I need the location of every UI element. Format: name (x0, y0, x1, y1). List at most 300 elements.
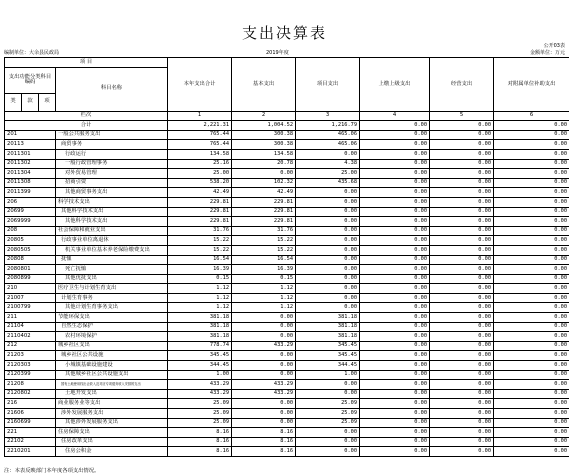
amount-cell: 345.45 (296, 341, 360, 351)
table-row (5, 313, 569, 323)
amount-cell: 0.00 (430, 274, 494, 284)
amount-cell: 0.00 (430, 159, 494, 169)
total-row (5, 121, 569, 131)
amount-cell: 0.00 (360, 284, 430, 294)
header-col-upper: 上缴上级支出 (360, 58, 430, 112)
amount-cell: 0.00 (360, 341, 430, 351)
amount-cell: 381.18 (168, 322, 232, 332)
amount-cell: 0.00 (360, 207, 430, 217)
amount-cell: 765.44 (168, 130, 232, 140)
amount-cell: 433.29 (232, 380, 296, 390)
amount-cell: 0.00 (430, 245, 494, 255)
table-row (5, 322, 569, 332)
col-number: 5 (430, 111, 494, 121)
amount-cell: 0.00 (296, 255, 360, 265)
subject-name: 节能环保支出 (56, 313, 168, 323)
subject-name: 土地开发支出 (56, 389, 168, 399)
amount-cell: 229.81 (168, 217, 232, 227)
subject-code: 206 (5, 197, 56, 207)
amount-cell: 0.15 (232, 274, 296, 284)
subject-code: 2080899 (5, 274, 56, 284)
amount-cell: 25.09 (296, 418, 360, 428)
table-row (5, 447, 569, 457)
total-value: 0.00 (430, 121, 494, 131)
subject-code: 2011308 (5, 178, 56, 188)
amount-cell: 0.00 (360, 332, 430, 342)
table-row (5, 217, 569, 227)
subject-code: 2120303 (5, 361, 56, 371)
amount-cell: 0.00 (430, 149, 494, 159)
amount-cell: 0.00 (296, 274, 360, 284)
subject-code: 21208 (5, 380, 56, 390)
subject-name: 涉外发展服务支出 (56, 409, 168, 419)
subject-code: 20808 (5, 255, 56, 265)
amount-cell: 0.00 (494, 207, 569, 217)
amount-cell: 0.00 (360, 409, 430, 419)
header-item: 项 目 (5, 58, 168, 68)
table-row (5, 130, 569, 140)
amount-cell: 381.18 (168, 332, 232, 342)
amount-cell: 25.09 (296, 399, 360, 409)
table-row (5, 380, 569, 390)
amount-cell: 0.00 (360, 140, 430, 150)
amount-cell: 0.00 (360, 428, 430, 438)
amount-cell: 0.00 (430, 303, 494, 313)
subject-name: 其他计划生育事务支出 (56, 303, 168, 313)
amount-cell: 134.58 (232, 149, 296, 159)
subject-name: 农村环境保护 (56, 332, 168, 342)
table-row (5, 437, 569, 447)
amount-cell: 0.00 (430, 351, 494, 361)
table-row (5, 389, 569, 399)
amount-cell: 0.00 (494, 217, 569, 227)
amount-cell: 381.18 (296, 332, 360, 342)
amount-cell: 0.00 (296, 293, 360, 303)
amount-cell: 0.00 (430, 341, 494, 351)
subject-code: 2011301 (5, 149, 56, 159)
amount-cell: 0.00 (360, 197, 430, 207)
amount-cell: 0.00 (430, 313, 494, 323)
amount-cell: 0.00 (296, 303, 360, 313)
meta-line (4, 49, 565, 57)
amount-cell: 229.81 (168, 207, 232, 217)
amount-cell: 0.00 (360, 322, 430, 332)
amount-cell: 0.00 (360, 178, 430, 188)
amount-cell: 0.00 (296, 226, 360, 236)
subject-name: 其他城乡社区公共设施支出 (56, 370, 168, 380)
amount-cell: 0.00 (296, 188, 360, 198)
subject-code: 20113 (5, 140, 56, 150)
amount-cell: 345.45 (296, 351, 360, 361)
amount-cell: 1.00 (296, 370, 360, 380)
amount-cell: 0.00 (430, 217, 494, 227)
amount-cell: 465.06 (296, 140, 360, 150)
subject-code: 2120399 (5, 370, 56, 380)
subject-code: 2069999 (5, 217, 56, 227)
amount-cell: 778.74 (168, 341, 232, 351)
amount-cell: 0.00 (494, 341, 569, 351)
expenditure-table (4, 57, 569, 457)
subject-code: 2110402 (5, 332, 56, 342)
amount-cell: 0.00 (494, 149, 569, 159)
amount-cell: 0.00 (232, 418, 296, 428)
amount-cell: 0.00 (296, 245, 360, 255)
total-value: 1,004.52 (232, 121, 296, 131)
subject-name: 对外贸易管理 (56, 169, 168, 179)
subject-code: 2080801 (5, 265, 56, 275)
amount-cell: 0.00 (494, 389, 569, 399)
amount-cell: 0.00 (430, 178, 494, 188)
amount-cell: 0.00 (430, 418, 494, 428)
header-kuan: 款 (22, 93, 39, 111)
amount-cell: 0.00 (494, 255, 569, 265)
amount-cell: 435.68 (296, 178, 360, 188)
subject-name: 行政运行 (56, 149, 168, 159)
amount-cell: 0.00 (360, 226, 430, 236)
amount-cell: 0.00 (360, 255, 430, 265)
amount-cell: 0.00 (494, 197, 569, 207)
amount-cell: 433.29 (232, 389, 296, 399)
amount-cell: 0.00 (360, 217, 430, 227)
col-number: 4 (360, 111, 430, 121)
header-lei: 类 (5, 93, 22, 111)
subject-code: 210 (5, 284, 56, 294)
amount-cell: 0.00 (296, 380, 360, 390)
table-row (5, 399, 569, 409)
header-col-total: 本年支出合计 (168, 58, 232, 112)
col-number: 3 (296, 111, 360, 121)
header-col-business: 经营支出 (430, 58, 494, 112)
table-row (5, 409, 569, 419)
amount-cell: 25.09 (168, 409, 232, 419)
subject-code: 21104 (5, 322, 56, 332)
amount-cell: 0.00 (494, 274, 569, 284)
table-row (5, 178, 569, 188)
table-row (5, 370, 569, 380)
subject-code: 221 (5, 428, 56, 438)
header-col-project: 项目支出 (296, 58, 360, 112)
table-row (5, 255, 569, 265)
subject-code: 201 (5, 130, 56, 140)
subject-code: 2011399 (5, 188, 56, 198)
amount-cell: 0.00 (360, 361, 430, 371)
amount-cell: 0.00 (430, 409, 494, 419)
amount-cell: 1.12 (168, 293, 232, 303)
amount-cell: 0.00 (360, 313, 430, 323)
amount-cell: 20.78 (232, 159, 296, 169)
amount-cell: 0.00 (430, 380, 494, 390)
amount-cell: 0.00 (232, 169, 296, 179)
col-number: 6 (494, 111, 569, 121)
amount-cell: 0.00 (430, 169, 494, 179)
subject-name: 城乡社区支出 (56, 341, 168, 351)
amount-cell: 0.00 (430, 130, 494, 140)
subject-name: 住房保障支出 (56, 428, 168, 438)
amount-cell: 344.45 (168, 361, 232, 371)
table-row (5, 274, 569, 284)
amount-cell: 229.81 (168, 197, 232, 207)
amount-cell: 42.49 (232, 188, 296, 198)
amount-cell: 0.00 (430, 265, 494, 275)
amount-cell: 433.29 (168, 389, 232, 399)
amount-cell: 0.00 (360, 265, 430, 275)
amount-cell: 0.00 (494, 409, 569, 419)
amount-cell: 0.00 (360, 418, 430, 428)
amount-cell: 0.00 (494, 428, 569, 438)
amount-cell: 0.00 (494, 130, 569, 140)
table-row (5, 149, 569, 159)
amount-cell: 25.09 (296, 409, 360, 419)
amount-cell: 0.00 (360, 245, 430, 255)
header-func-class: 支出功能分类科目编码 (5, 67, 56, 93)
amount-cell: 0.00 (360, 380, 430, 390)
amount-cell: 229.81 (232, 207, 296, 217)
amount-cell: 1.12 (232, 293, 296, 303)
form-code: 公开03表 (543, 43, 565, 49)
subject-name: 科学技术支出 (56, 197, 168, 207)
amount-cell: 0.00 (494, 418, 569, 428)
amount-cell: 0.00 (430, 361, 494, 371)
amount-cell: 16.39 (232, 265, 296, 275)
amount-cell: 31.76 (168, 226, 232, 236)
subject-name: 行政事业单位离退休 (56, 236, 168, 246)
subject-code: 2120802 (5, 389, 56, 399)
amount-cell: 765.44 (168, 140, 232, 150)
subject-name: 其他涉外发展服务支出 (56, 418, 168, 428)
amount-cell: 25.09 (168, 399, 232, 409)
amount-cell: 0.00 (296, 389, 360, 399)
subject-code: 21007 (5, 293, 56, 303)
amount-cell: 0.00 (296, 265, 360, 275)
amount-cell: 0.00 (360, 159, 430, 169)
amount-cell: 4.38 (296, 159, 360, 169)
amount-cell: 0.00 (494, 322, 569, 332)
amount-cell: 1.00 (168, 370, 232, 380)
subject-name: 其他优抚支出 (56, 274, 168, 284)
subject-code: 216 (5, 399, 56, 409)
amount-cell: 0.00 (232, 332, 296, 342)
total-label: 合计 (5, 121, 168, 131)
subject-name: 招商引资 (56, 178, 168, 188)
amount-cell: 0.00 (430, 332, 494, 342)
amount-cell: 134.58 (168, 149, 232, 159)
amount-cell: 0.00 (494, 159, 569, 169)
subject-name: 商业服务业等支出 (56, 399, 168, 409)
amount-cell: 8.16 (232, 437, 296, 447)
subject-code: 212 (5, 341, 56, 351)
amount-cell: 42.49 (168, 188, 232, 198)
money-unit: 金额单位：万元 (529, 50, 565, 56)
amount-cell: 345.45 (168, 351, 232, 361)
amount-cell: 0.00 (430, 389, 494, 399)
table-row (5, 265, 569, 275)
table-row (5, 140, 569, 150)
amount-cell: 0.00 (360, 399, 430, 409)
amount-cell: 0.00 (296, 236, 360, 246)
amount-cell: 8.16 (232, 447, 296, 457)
amount-cell: 229.81 (232, 217, 296, 227)
subject-code: 20805 (5, 236, 56, 246)
amount-cell: 0.15 (168, 274, 232, 284)
total-value: 0.00 (360, 121, 430, 131)
amount-cell: 0.00 (494, 226, 569, 236)
amount-cell: 0.00 (232, 322, 296, 332)
subject-name: 小城镇基础设施建设 (56, 361, 168, 371)
subject-code: 208 (5, 226, 56, 236)
table-row (5, 293, 569, 303)
subject-name: 城乡社区公共设施 (56, 351, 168, 361)
amount-cell: 0.00 (296, 447, 360, 457)
amount-cell: 0.00 (430, 370, 494, 380)
subject-name: 自然生态保护 (56, 322, 168, 332)
amount-cell: 0.00 (232, 351, 296, 361)
amount-cell: 1.12 (168, 303, 232, 313)
subject-code: 2011302 (5, 159, 56, 169)
table-row (5, 428, 569, 438)
amount-cell: 0.00 (360, 169, 430, 179)
amount-cell: 0.00 (494, 332, 569, 342)
amount-cell: 1.12 (232, 303, 296, 313)
amount-cell: 300.38 (232, 130, 296, 140)
table-row (5, 284, 569, 294)
amount-cell: 16.54 (168, 255, 232, 265)
amount-cell: 0.00 (430, 188, 494, 198)
amount-cell: 1.12 (232, 284, 296, 294)
amount-cell: 0.00 (494, 284, 569, 294)
fiscal-year: 2019年度 (266, 50, 289, 56)
amount-cell: 0.00 (232, 361, 296, 371)
footnote: 注：本表反映部门本年度各项支出情况。 (4, 468, 100, 474)
subject-name: 一般公共服务支出 (56, 130, 168, 140)
amount-cell: 8.16 (168, 428, 232, 438)
total-value: 2,221.31 (168, 121, 232, 131)
table-row (5, 341, 569, 351)
table-row (5, 332, 569, 342)
amount-cell: 381.18 (296, 322, 360, 332)
amount-cell: 0.00 (430, 399, 494, 409)
amount-cell: 0.00 (430, 140, 494, 150)
table-row (5, 188, 569, 198)
amount-cell: 0.00 (430, 447, 494, 457)
amount-cell: 16.39 (168, 265, 232, 275)
amount-cell: 0.00 (430, 197, 494, 207)
subject-code: 2100799 (5, 303, 56, 313)
table-row (5, 361, 569, 371)
subject-name: 国有土地使用权出让收入及对应专项债务收入安排的支出 (56, 380, 168, 390)
amount-cell: 0.00 (494, 437, 569, 447)
subject-code: 2160699 (5, 418, 56, 428)
row-label: 栏次 (5, 111, 168, 121)
amount-cell: 25.09 (168, 418, 232, 428)
amount-cell: 0.00 (430, 428, 494, 438)
page-title: 支出决算表 (241, 24, 327, 42)
amount-cell: 0.00 (430, 284, 494, 294)
amount-cell: 0.00 (430, 293, 494, 303)
amount-cell: 0.00 (430, 322, 494, 332)
subject-name: 其他商贸事务支出 (56, 188, 168, 198)
amount-cell: 1.12 (168, 284, 232, 294)
amount-cell: 0.00 (360, 303, 430, 313)
subject-code: 21203 (5, 351, 56, 361)
amount-cell: 0.00 (360, 149, 430, 159)
subject-name: 社会保障和就业支出 (56, 226, 168, 236)
amount-cell: 0.00 (494, 303, 569, 313)
amount-cell: 0.00 (494, 447, 569, 457)
subject-name: 死亡抚恤 (56, 265, 168, 275)
subject-name: 抚恤 (56, 255, 168, 265)
amount-cell: 8.16 (232, 428, 296, 438)
total-value: 1,216.79 (296, 121, 360, 131)
amount-cell: 0.00 (494, 188, 569, 198)
header-col-basic: 基本支出 (232, 58, 296, 112)
amount-cell: 0.00 (494, 313, 569, 323)
amount-cell: 0.00 (232, 409, 296, 419)
amount-cell: 0.00 (430, 437, 494, 447)
amount-cell: 0.00 (296, 437, 360, 447)
amount-cell: 0.00 (360, 447, 430, 457)
col-number: 2 (232, 111, 296, 121)
amount-cell: 0.00 (360, 351, 430, 361)
amount-cell: 538.20 (168, 178, 232, 188)
amount-cell: 8.16 (168, 437, 232, 447)
amount-cell: 465.06 (296, 130, 360, 140)
subject-code: 21606 (5, 409, 56, 419)
header-xiang: 项 (39, 93, 56, 111)
table-row (5, 226, 569, 236)
amount-cell: 0.00 (296, 207, 360, 217)
table-row (5, 303, 569, 313)
amount-cell: 0.00 (296, 149, 360, 159)
amount-cell: 0.00 (360, 437, 430, 447)
subject-name: 其他科学技术支出 (56, 207, 168, 217)
subject-name: 机关事业单位基本养老保险缴费支出 (56, 245, 168, 255)
amount-cell: 16.54 (232, 255, 296, 265)
amount-cell: 15.22 (168, 236, 232, 246)
reporting-unit: 编制单位：大余县民政局 (4, 50, 60, 56)
subject-code: 2080505 (5, 245, 56, 255)
amount-cell: 0.00 (494, 361, 569, 371)
amount-cell: 0.00 (494, 265, 569, 275)
table-row (5, 197, 569, 207)
amount-cell: 25.00 (168, 169, 232, 179)
col-number: 1 (168, 111, 232, 121)
subject-name: 其他科学技术支出 (56, 217, 168, 227)
subject-code: 2011304 (5, 169, 56, 179)
table-row (5, 236, 569, 246)
subject-code: 2210201 (5, 447, 56, 457)
amount-cell: 0.00 (494, 351, 569, 361)
amount-cell: 0.00 (296, 284, 360, 294)
amount-cell: 25.00 (296, 169, 360, 179)
amount-cell: 0.00 (494, 293, 569, 303)
amount-cell: 0.00 (494, 140, 569, 150)
amount-cell: 0.00 (296, 197, 360, 207)
amount-cell: 0.00 (430, 236, 494, 246)
amount-cell: 15.22 (232, 236, 296, 246)
amount-cell: 0.00 (430, 255, 494, 265)
subject-name: 住房改革支出 (56, 437, 168, 447)
header-col-subsidy: 对附属单位补助支出 (494, 58, 569, 112)
subject-name: 医疗卫生与计划生育支出 (56, 284, 168, 294)
amount-cell: 8.16 (168, 447, 232, 457)
amount-cell: 0.00 (494, 370, 569, 380)
amount-cell: 433.29 (168, 380, 232, 390)
table-row (5, 159, 569, 169)
amount-cell: 0.00 (360, 389, 430, 399)
table-row (5, 169, 569, 179)
amount-cell: 0.00 (296, 428, 360, 438)
amount-cell: 0.00 (494, 245, 569, 255)
